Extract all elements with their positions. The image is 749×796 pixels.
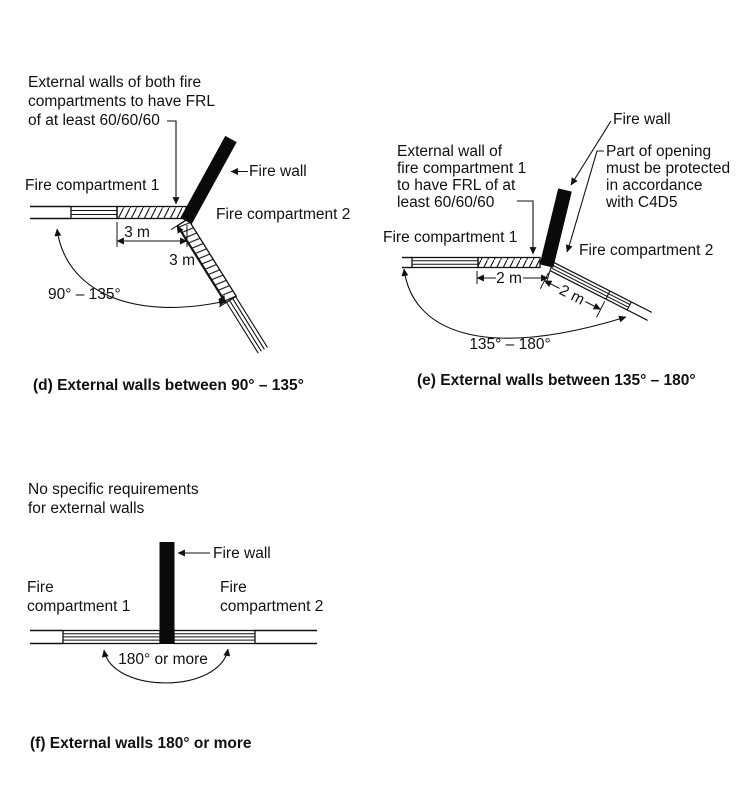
d-note-line-1: External walls of both fire bbox=[28, 74, 202, 91]
d-note-line-3: of at least 60/60/60 bbox=[28, 112, 160, 129]
e-compartment2-label: Fire compartment 2 bbox=[579, 242, 714, 259]
d-angle-label: 90° – 135° bbox=[48, 286, 121, 303]
f-compartment1-label-line-2: compartment 1 bbox=[27, 598, 131, 615]
d-dim-horizontal-label: 3 m bbox=[124, 224, 150, 241]
f-note-line-2: for external walls bbox=[28, 500, 145, 517]
e-note-frl-line-4: least 60/60/60 bbox=[397, 194, 495, 211]
diagram-e bbox=[383, 111, 730, 389]
e-dim-angled-label: 2 m bbox=[556, 281, 588, 309]
e-note-frl-line-1: External wall of bbox=[397, 143, 503, 160]
f-compartment1-label-line-1: Fire bbox=[27, 579, 54, 596]
f-note-line-1: No specific requirements bbox=[28, 481, 199, 498]
f-angle-label: 180° or more bbox=[118, 651, 208, 668]
e-dim-angled-tick-end bbox=[597, 301, 605, 317]
e-compartment2-wall bbox=[540, 262, 651, 338]
e-note-opening-line-4: with C4D5 bbox=[606, 194, 678, 211]
d-frl-wall-section bbox=[117, 207, 186, 219]
f-compartment2-label-line-1: Fire bbox=[220, 579, 247, 596]
d-compartment1-label: Fire compartment 1 bbox=[25, 177, 160, 194]
e-note-frl-line-2: fire compartment 1 bbox=[397, 160, 527, 177]
e-dim-horizontal-label: 2 m bbox=[496, 270, 522, 287]
d-note-line-2: compartments to have FRL bbox=[28, 93, 215, 110]
e-note-opening-line-1: Part of opening bbox=[606, 143, 712, 160]
e-compartment1-label: Fire compartment 1 bbox=[383, 229, 518, 246]
e-caption: (e) External walls between 135° – 180° bbox=[417, 372, 696, 389]
e-compartment1-wall bbox=[402, 258, 540, 268]
e-note-opening-leader bbox=[567, 151, 604, 252]
d-caption: (d) External walls between 90° – 135° bbox=[33, 377, 304, 394]
e-fire-wall-leader bbox=[571, 121, 611, 185]
f-caption: (f) External walls 180° or more bbox=[30, 735, 252, 752]
f-fire-wall bbox=[160, 542, 175, 644]
e-angle-label: 135° – 180° bbox=[469, 336, 551, 353]
d-note-leader-line bbox=[167, 121, 176, 204]
e-fire-wall bbox=[547, 190, 566, 266]
d-compartment1-wall bbox=[30, 207, 186, 219]
e-frl-wall-section bbox=[478, 258, 540, 268]
d-dim-angled-label: 3 m bbox=[169, 252, 195, 269]
e-note-frl-line-3: to have FRL of at bbox=[397, 177, 516, 194]
diagram-d bbox=[25, 74, 350, 394]
f-fire-wall-label: Fire wall bbox=[213, 545, 271, 562]
f-compartment2-label-line-2: compartment 2 bbox=[220, 598, 324, 615]
e-note-opening-line-2: must be protected bbox=[606, 160, 731, 177]
d-fire-wall-label: Fire wall bbox=[249, 163, 307, 180]
d-compartment2-wall bbox=[171, 219, 268, 358]
diagram-f bbox=[27, 481, 323, 752]
e-note-opening-line-3: in accordance bbox=[606, 177, 703, 194]
d-compartment2-label: Fire compartment 2 bbox=[216, 206, 351, 223]
e-note-frl-leader bbox=[517, 201, 533, 254]
e-fire-wall-label: Fire wall bbox=[613, 111, 671, 128]
